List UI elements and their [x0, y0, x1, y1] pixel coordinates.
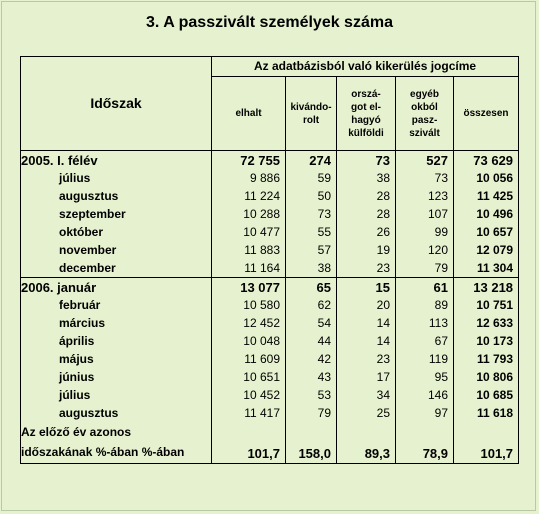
cell-kivandorolt: 79 [286, 404, 337, 422]
cell-egyeb: 107 [396, 205, 454, 223]
cell-egyeb: 61 [396, 278, 454, 297]
col-header-line: okból [411, 101, 438, 113]
cell-kivandorolt: 62 [286, 296, 337, 314]
table-row [21, 151, 519, 170]
cell-elhalt: 10 651 [212, 368, 286, 386]
cell-osszesen: 10 173 [454, 332, 519, 350]
col-header-kivandorolt [286, 77, 337, 151]
cell-kivandorolt: 59 [286, 169, 337, 187]
cell-egyeb: 89 [396, 296, 454, 314]
footer-label-line1: Az előző év azonos [21, 422, 212, 442]
table-row [21, 386, 519, 404]
cell-orszagot-elhagyo: 14 [337, 314, 396, 332]
table-row [21, 332, 519, 350]
footer-value-orszagot-elhagyo: 89,3 [337, 442, 396, 464]
cell-elhalt: 11 417 [212, 404, 286, 422]
page-title: 3. A passzivált személyek száma [146, 14, 393, 31]
col-header-osszesen [454, 77, 519, 151]
col-header-line: külföldi [348, 127, 384, 139]
table-row [21, 241, 519, 259]
footer-value-kivandorolt: 158,0 [286, 442, 337, 464]
col-header-line: kivándo- [290, 101, 332, 113]
col-header-elhalt [212, 77, 286, 151]
period-header: Időszak [21, 57, 212, 151]
cell-osszesen: 12 633 [454, 314, 519, 332]
cell-orszagot-elhagyo: 15 [337, 278, 396, 297]
row-period-label: október [21, 223, 212, 241]
cell-egyeb: 146 [396, 386, 454, 404]
cell-elhalt: 10 580 [212, 296, 286, 314]
col-header-line: szivált [409, 127, 440, 139]
row-period-label: július [21, 169, 212, 187]
cell-orszagot-elhagyo: 34 [337, 386, 396, 404]
cell-osszesen: 73 629 [454, 151, 519, 170]
cell-osszesen: 11 304 [454, 259, 519, 278]
cell-osszesen: 10 657 [454, 223, 519, 241]
cell-osszesen: 10 685 [454, 386, 519, 404]
cell-egyeb: 99 [396, 223, 454, 241]
col-header-orszagot-elhagyo [337, 77, 396, 151]
cell-elhalt: 11 609 [212, 350, 286, 368]
cell-kivandorolt: 73 [286, 205, 337, 223]
cell-osszesen: 10 806 [454, 368, 519, 386]
cell-kivandorolt: 65 [286, 278, 337, 297]
cell-osszesen: 10 056 [454, 169, 519, 187]
table-row [21, 278, 519, 297]
table-body [21, 151, 519, 423]
cell-egyeb: 120 [396, 241, 454, 259]
data-table [20, 56, 519, 464]
row-period-label: november [21, 241, 212, 259]
cell-osszesen: 11 618 [454, 404, 519, 422]
table-row [21, 350, 519, 368]
cell-osszesen: 13 218 [454, 278, 519, 297]
cell-kivandorolt: 54 [286, 314, 337, 332]
cell-egyeb: 119 [396, 350, 454, 368]
row-period-label: augusztus [21, 404, 212, 422]
cell-osszesen: 11 793 [454, 350, 519, 368]
cell-kivandorolt: 42 [286, 350, 337, 368]
cell-kivandorolt: 274 [286, 151, 337, 170]
col-header-line: elhalt [235, 108, 262, 119]
row-period-label: szeptember [21, 205, 212, 223]
cell-kivandorolt: 50 [286, 187, 337, 205]
cell-egyeb: 123 [396, 187, 454, 205]
cell-orszagot-elhagyo: 19 [337, 241, 396, 259]
cell-elhalt: 72 755 [212, 151, 286, 170]
row-period-label: július [21, 386, 212, 404]
cell-orszagot-elhagyo: 23 [337, 259, 396, 278]
row-period-label: május [21, 350, 212, 368]
row-period-label: augusztus [21, 187, 212, 205]
cell-egyeb: 95 [396, 368, 454, 386]
table-row [21, 205, 519, 223]
cell-elhalt: 10 452 [212, 386, 286, 404]
cell-egyeb: 527 [396, 151, 454, 170]
cell-egyeb: 79 [396, 259, 454, 278]
cell-elhalt: 11 883 [212, 241, 286, 259]
col-header-line: hagyó [351, 114, 381, 126]
footer-value-elhalt: 101,7 [212, 442, 286, 464]
cell-elhalt: 9 886 [212, 169, 286, 187]
col-header-line: rolt [302, 114, 320, 126]
cell-kivandorolt: 44 [286, 332, 337, 350]
cell-kivandorolt: 57 [286, 241, 337, 259]
cell-orszagot-elhagyo: 73 [337, 151, 396, 170]
cell-elhalt: 11 164 [212, 259, 286, 278]
cell-orszagot-elhagyo: 38 [337, 169, 396, 187]
cell-elhalt: 10 477 [212, 223, 286, 241]
cell-osszesen: 12 079 [454, 241, 519, 259]
table-row [21, 296, 519, 314]
table-row [21, 404, 519, 422]
col-header-egyeb-okbol [396, 77, 454, 151]
cell-orszagot-elhagyo: 14 [337, 332, 396, 350]
table-row [21, 223, 519, 241]
col-header-line: egyéb [410, 88, 439, 100]
cell-kivandorolt: 38 [286, 259, 337, 278]
row-period-label: február [21, 296, 212, 314]
cell-orszagot-elhagyo: 28 [337, 187, 396, 205]
col-header-line: pasz- [411, 114, 438, 126]
cell-elhalt: 13 077 [212, 278, 286, 297]
row-period-label: december [21, 259, 212, 278]
cell-osszesen: 11 425 [454, 187, 519, 205]
col-header-line: got el- [351, 101, 381, 113]
cell-orszagot-elhagyo: 25 [337, 404, 396, 422]
footer-value-egyeb: 78,9 [396, 442, 454, 464]
cell-elhalt: 11 224 [212, 187, 286, 205]
table-row [21, 314, 519, 332]
cell-elhalt: 10 048 [212, 332, 286, 350]
row-period-label: június [21, 368, 212, 386]
table-row [21, 259, 519, 278]
footer-value-osszesen: 101,7 [454, 442, 519, 464]
cell-orszagot-elhagyo: 23 [337, 350, 396, 368]
cell-egyeb: 97 [396, 404, 454, 422]
cell-elhalt: 12 452 [212, 314, 286, 332]
cell-orszagot-elhagyo: 20 [337, 296, 396, 314]
cell-orszagot-elhagyo: 26 [337, 223, 396, 241]
row-period-label: március [21, 314, 212, 332]
col-header-line: összesen [463, 108, 509, 119]
footer-label-line2: időszakának %-ában %-ában [21, 442, 212, 464]
cell-kivandorolt: 53 [286, 386, 337, 404]
row-period-label: április [21, 332, 212, 350]
cell-kivandorolt: 55 [286, 223, 337, 241]
cell-egyeb: 73 [396, 169, 454, 187]
row-period-label: 2005. I. félév [21, 151, 212, 170]
cell-orszagot-elhagyo: 17 [337, 368, 396, 386]
cell-osszesen: 10 751 [454, 296, 519, 314]
cell-orszagot-elhagyo: 28 [337, 205, 396, 223]
cell-elhalt: 10 288 [212, 205, 286, 223]
cell-egyeb: 113 [396, 314, 454, 332]
cell-egyeb: 67 [396, 332, 454, 350]
row-period-label: 2006. január [21, 278, 212, 297]
cell-osszesen: 10 496 [454, 205, 519, 223]
cell-kivandorolt: 43 [286, 368, 337, 386]
col-header-line: orszá- [351, 88, 381, 100]
table-row [21, 368, 519, 386]
group-header: Az adatbázisból való kikerülés jogcíme [212, 57, 519, 77]
table-row [21, 187, 519, 205]
table-row [21, 169, 519, 187]
